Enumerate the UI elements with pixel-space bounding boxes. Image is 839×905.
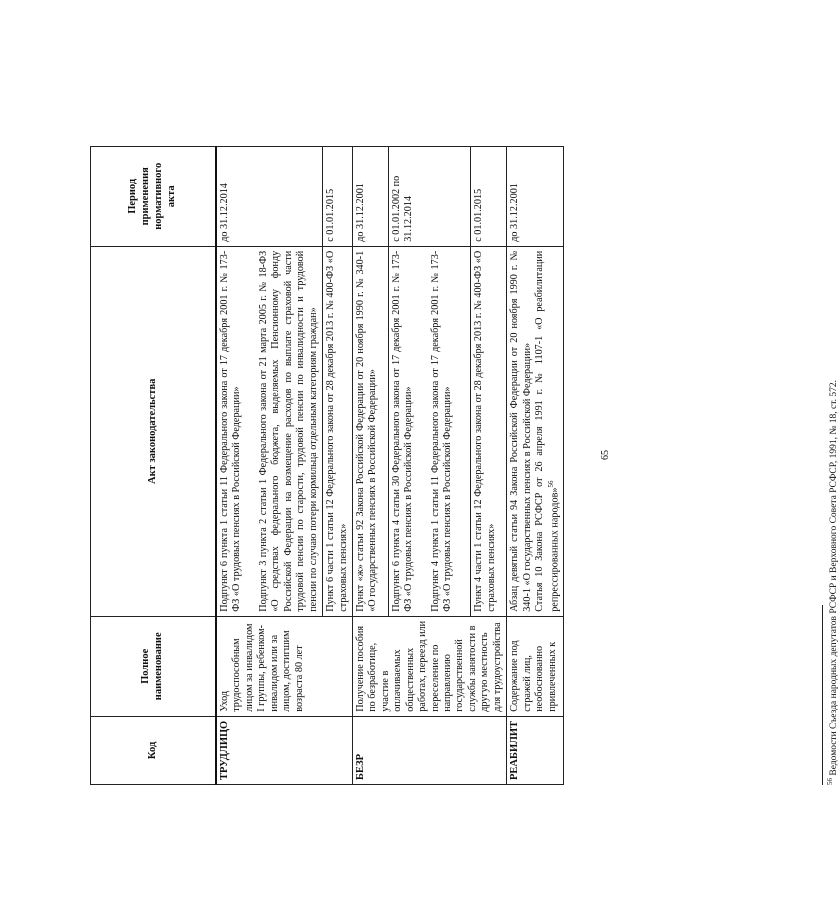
row-code: РЕАБИЛИТ bbox=[507, 716, 564, 784]
act-text: Подпункт 6 пункта 1 статьи 11 Федерального закона от 17 декабря 2001 г. № 173-ФЗ «О трудовых пенсиях в Российской Федерации» bbox=[219, 250, 243, 612]
header-full-name: Полное наименование bbox=[91, 616, 217, 716]
header-code: Код bbox=[91, 716, 217, 784]
row-full-name: Уход трудоспособным лицом за инвалидом I группы, ребенком-инвалидом или за лицом, достигшим возраста 80 лет bbox=[216, 616, 352, 716]
act-text: Пункт 4 части 1 статьи 12 Федерального закона от 28 декабря 2013 г. № 400-ФЗ «О страховых пенсиях» bbox=[473, 250, 497, 612]
table-row bbox=[507, 146, 564, 784]
act-cell bbox=[471, 246, 507, 616]
footnote-text: Ведомости Съезда народных депутатов РСФСР и Верховного Совета РСФСР, 1991, № 18, ст. 572. bbox=[829, 379, 839, 776]
row-full-name: Получение пособия по безработице, участие в оплачиваемых общественных работах, переезд или переселение по направлению государственной службы занятости в другую местность для трудоустройства bbox=[352, 616, 506, 716]
act-text: Пункт «ж» статьи 92 Закона Российской Федерации от 20 ноября 1990 г. № 340-1 «О государственных пенсиях в Российской Федерации» bbox=[354, 250, 379, 612]
period-cell: с 01.01.2002 по 31.12.2014 bbox=[388, 146, 471, 246]
act-text: Статья 10 Закона РСФСР от 26 апреля 1991 г. № 1107-1 «О реабилитации репрессированных народов» bbox=[534, 250, 560, 612]
act-cell bbox=[352, 246, 388, 616]
period-cell: с 01.01.2015 bbox=[323, 146, 353, 246]
footnote-ref[interactable]: 56 bbox=[546, 480, 555, 488]
period-cell: до 31.12.2001 bbox=[352, 146, 388, 246]
header-period: Период применения нормативного акта bbox=[91, 146, 217, 246]
act-text: Абзац девятый статьи 94 Закона Российской Федерации от 20 ноября 1990 г. № 340-1 «О государственных пенсиях в Российской Федерации» bbox=[509, 250, 533, 612]
table-row bbox=[352, 146, 388, 784]
act-text-with-footnote bbox=[534, 251, 561, 612]
act-cell bbox=[388, 246, 471, 616]
row-code: БЕЗР bbox=[352, 716, 506, 784]
table-row bbox=[216, 146, 323, 784]
period-cell: с 01.01.2015 bbox=[471, 146, 507, 246]
table-header-row bbox=[91, 146, 217, 784]
act-cell bbox=[323, 246, 353, 616]
page-number: 65 bbox=[600, 450, 611, 460]
period-cell: до 31.12.2014 bbox=[216, 146, 323, 246]
act-cell bbox=[507, 246, 564, 616]
period-cell: до 31.12.2001 bbox=[507, 146, 564, 246]
act-text: Пункт 6 части 1 статьи 12 Федерального закона от 28 декабря 2013 г. № 400-ФЗ «О страховых пенсиях» bbox=[325, 250, 349, 612]
act-cell bbox=[216, 246, 323, 616]
footnote-separator bbox=[822, 605, 823, 785]
row-full-name: Содержание под стражей лиц, необоснованно привлеченных к bbox=[507, 616, 564, 716]
act-text: Подпункт 3 пункта 2 статьи 1 Федерального закона от 21 марта 2005 г. № 18-ФЗ «О средствах федерального бюджета, выделяемых Пенсионному фонду Российской Федерации на возмещение расходов по выплате страховой части трудовой пенсии по старости, трудовой пенсии по инвалидности и трудовой пенсии по случаю потери кормильца отдельным категориям граждан» bbox=[257, 250, 319, 612]
row-code: ТРУДЛИЦО bbox=[216, 716, 352, 784]
act-text: Подпункт 6 пункта 4 статьи 30 Федерального закона от 17 декабря 2001 г. № 173-ФЗ «О трудовых пенсиях в Российской Федерации» bbox=[390, 250, 415, 612]
footnote bbox=[826, 380, 839, 785]
act-text: Подпункт 4 пункта 1 статьи 11 Федерального закона от 17 декабря 2001 г. № 173-ФЗ «О трудовых пенсиях в Российской Федерации» bbox=[429, 250, 454, 612]
footnote-number: 56 bbox=[826, 778, 834, 785]
legislation-table bbox=[90, 146, 564, 785]
header-act: Акт законодательства bbox=[91, 246, 217, 616]
